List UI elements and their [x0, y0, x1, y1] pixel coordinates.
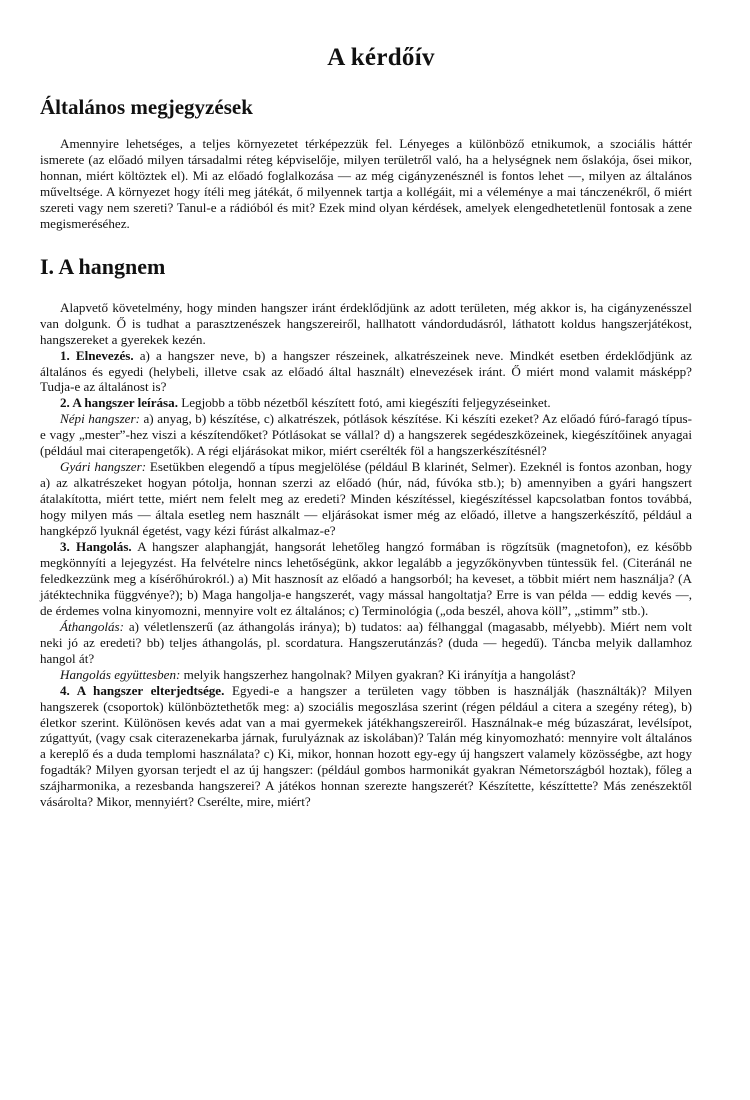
paragraph-folk-instrument — [40, 411, 692, 459]
section-intro-paragraph: Alapvető követelmény, hogy minden hangszer iránt érdeklődjünk az adott területen, még akkor is, ha cigányzenésszel van dolgunk. Ő is tudhat a parasztzenészek hangszereiről, hallhatott vándordudásról, láthatott koldus hangszerjátékost, hangszereket a gyerekek kezén. — [40, 299, 692, 347]
paragraph-retuning — [40, 619, 692, 667]
paragraph-factory-instrument — [40, 459, 692, 539]
paragraph-naming — [40, 348, 692, 396]
document-page — [40, 40, 692, 810]
paragraph-distribution-text: Egyedi-e a hangszer a területen vagy többen is használják (használták)? Milyen hangszerek (csoportok) különböztethetők meg: a) szociális megoszlása szerint (régen például a citera a szegény réteg), b) életkor szerint. Különösen kevés adat van a mai gyermekek játékhangszereiről. Használnak-e még búzaszárat, levélsípot, zúgattyút, (vagy csak citerazenekarba járnak, furulyáznak az iskolában)? Talán még kinyomozható: mennyire volt általános a kereplő és a duda templomi használata? c) Ki, mikor, honnan hozott egy-egy új hangszert valamely közösségbe, azt hogy fogadták? Milyen gyorsan terjedt el az új hangszer: (például gombos harmonikát gyakran Németországból hoztak), főleg a szájharmonika, a rezesbanda hangszerei? A játékos honnan szerezte hangszerét? Készítette, készíttette? Más zenészektől vásárolta? Mikor, mennyiért? Cserélte, mire, miért? — [40, 682, 693, 810]
paragraph-tuning — [40, 539, 692, 619]
paragraph-naming-label: 1. Elnevezés. — [60, 347, 134, 363]
paragraph-ensemble-tuning-text: melyik hangszerhez hangolnak? Milyen gyakran? Ki irányítja a hangolást? — [180, 666, 576, 682]
paragraph-ensemble-tuning-label: Hangolás együttesben: — [60, 666, 181, 682]
general-notes-heading: Általános megjegyzések — [40, 95, 253, 119]
paragraph-tuning-label: 3. Hangolás. — [60, 539, 132, 555]
paragraph-folk-instrument-label: Népi hangszer: — [60, 411, 140, 427]
page-title: A kérdőív — [327, 44, 435, 71]
section-heading: I. A hangnem — [40, 253, 166, 279]
paragraph-description-label: 2. A hangszer leírása. — [60, 395, 178, 411]
paragraph-tuning-text: A hangszer alaphangját, hangsorát lehetőleg hangzó formában is rögzítsük (magnetofon), ez később megkönnyíti a lejegyzést. Ha felvételre nincs lehetőségünk, akkor legalább a jegyzőkönyvben tüntessük fel. (Citeránál ne feledkezzünk meg a kísérőhúrokról.) a) Mit hasznosít az előadó a hangsorból; ha keveset, a többit miért nem használja? (A játéktechnika függvénye?); b) Maga hangolja-e hangszerét, vagy mással hangoltatja? Erre is van példa — eddig kevés —, de érdemes volna kinyomozni, mennyire volt ez általános; c) Terminológia („oda beszél, ahova köll”, „stimm” stb.). — [40, 539, 692, 618]
paragraph-factory-instrument-label: Gyári hangszer: — [60, 459, 147, 475]
general-notes-body — [40, 136, 692, 232]
paragraph-distribution-label: 4. A hangszer elterjedtsége. — [60, 682, 225, 698]
section-body — [40, 300, 692, 811]
paragraph-retuning-text: a) véletlenszerű (az áthangolás iránya); b) tudatos: aa) félhanggal (magasabb, mélyebb). Miért nem volt neki jó az eredeti? bb) teljes áthangolás, pl. scordatura. Hangszerutánzás? (duda — hegedű). Táncba melyik dallamhoz hangol át? — [40, 618, 692, 666]
paragraph-folk-instrument-text: a) anyag, b) készítése, c) alkatrészek, pótlások készítése. Ki készíti ezeket? Az előadó fúró-faragó típus-e vagy „mester”-hez viszi a készítendőket? Pótlásokat se vállal? d) a hangszerek segédeszközeinek, kiegészítőinek anyagai (például mai citerapengetők). A régi eljárásokat mikor, miért cserélték föl a hangszerkészítésnél? — [40, 411, 692, 459]
paragraph-description — [40, 395, 692, 411]
paragraph-factory-instrument-text: Esetükben elegendő a típus megjelölése (például B klarinét, Selmer). Ezeknél is fontos azonban, hogy a) az alkatrészeket hogyan pótolja, honnan szerzi az előadó (húr, nád, fúvóka stb.); b) amennyiben a gyári hangszert átalakította, miért tette, miért nem felelt meg az eredeti? Minden készítéssel, kiegészítéssel kapcsolatban fontos továbbá, hogy milyen más — általa esetleg nem használt — eljárásokat ismer még az előadó, illetve a hangszerkészítő, például a hangképző lyuknál égetést, vagy kézi fúrást alkalmaz-e? — [40, 459, 693, 539]
paragraph-ensemble-tuning — [40, 667, 692, 683]
paragraph-distribution — [40, 683, 692, 811]
paragraph-naming-text: a) a hangszer neve, b) a hangszer részeinek, alkatrészeinek neve. Mindkét esetben érdeklődjünk az általános és egyedi (helybeli, illetve csak az előadó által használt) elnevezések iránt. Ő miért mond valamit másképp? Tudja-e az általánost is? — [40, 347, 692, 395]
general-notes-paragraph: Amennyire lehetséges, a teljes környezetet térképezzük fel. Lényeges a különböző etnikumok, a szociális háttér ismerete (az előadó milyen társadalmi réteg képviselője, milyen területről való, ha a helységnek nem őslakója, ősei mikor, honnan, miért költöztek el). Mi az előadó foglalkozása — az még cigányzenésznél is fontos lehet —, milyen az általános műveltsége. A környezet hogy ítéli meg játékát, ő milyennek tartja a kollégáit, mi a véleménye a mai tánczenékről, ő miért szereti vagy nem szereti? Tanul-e a rádióból és mit? Ezek mind olyan kérdések, amelyek elengedhetetlenül fontosak a zene megismeréséhez. — [40, 136, 692, 231]
paragraph-retuning-label: Áthangolás: — [60, 618, 125, 634]
paragraph-description-text: Legjobb a több nézetből készített fotó, ami kiegészíti feljegyzéseinket. — [177, 395, 551, 411]
